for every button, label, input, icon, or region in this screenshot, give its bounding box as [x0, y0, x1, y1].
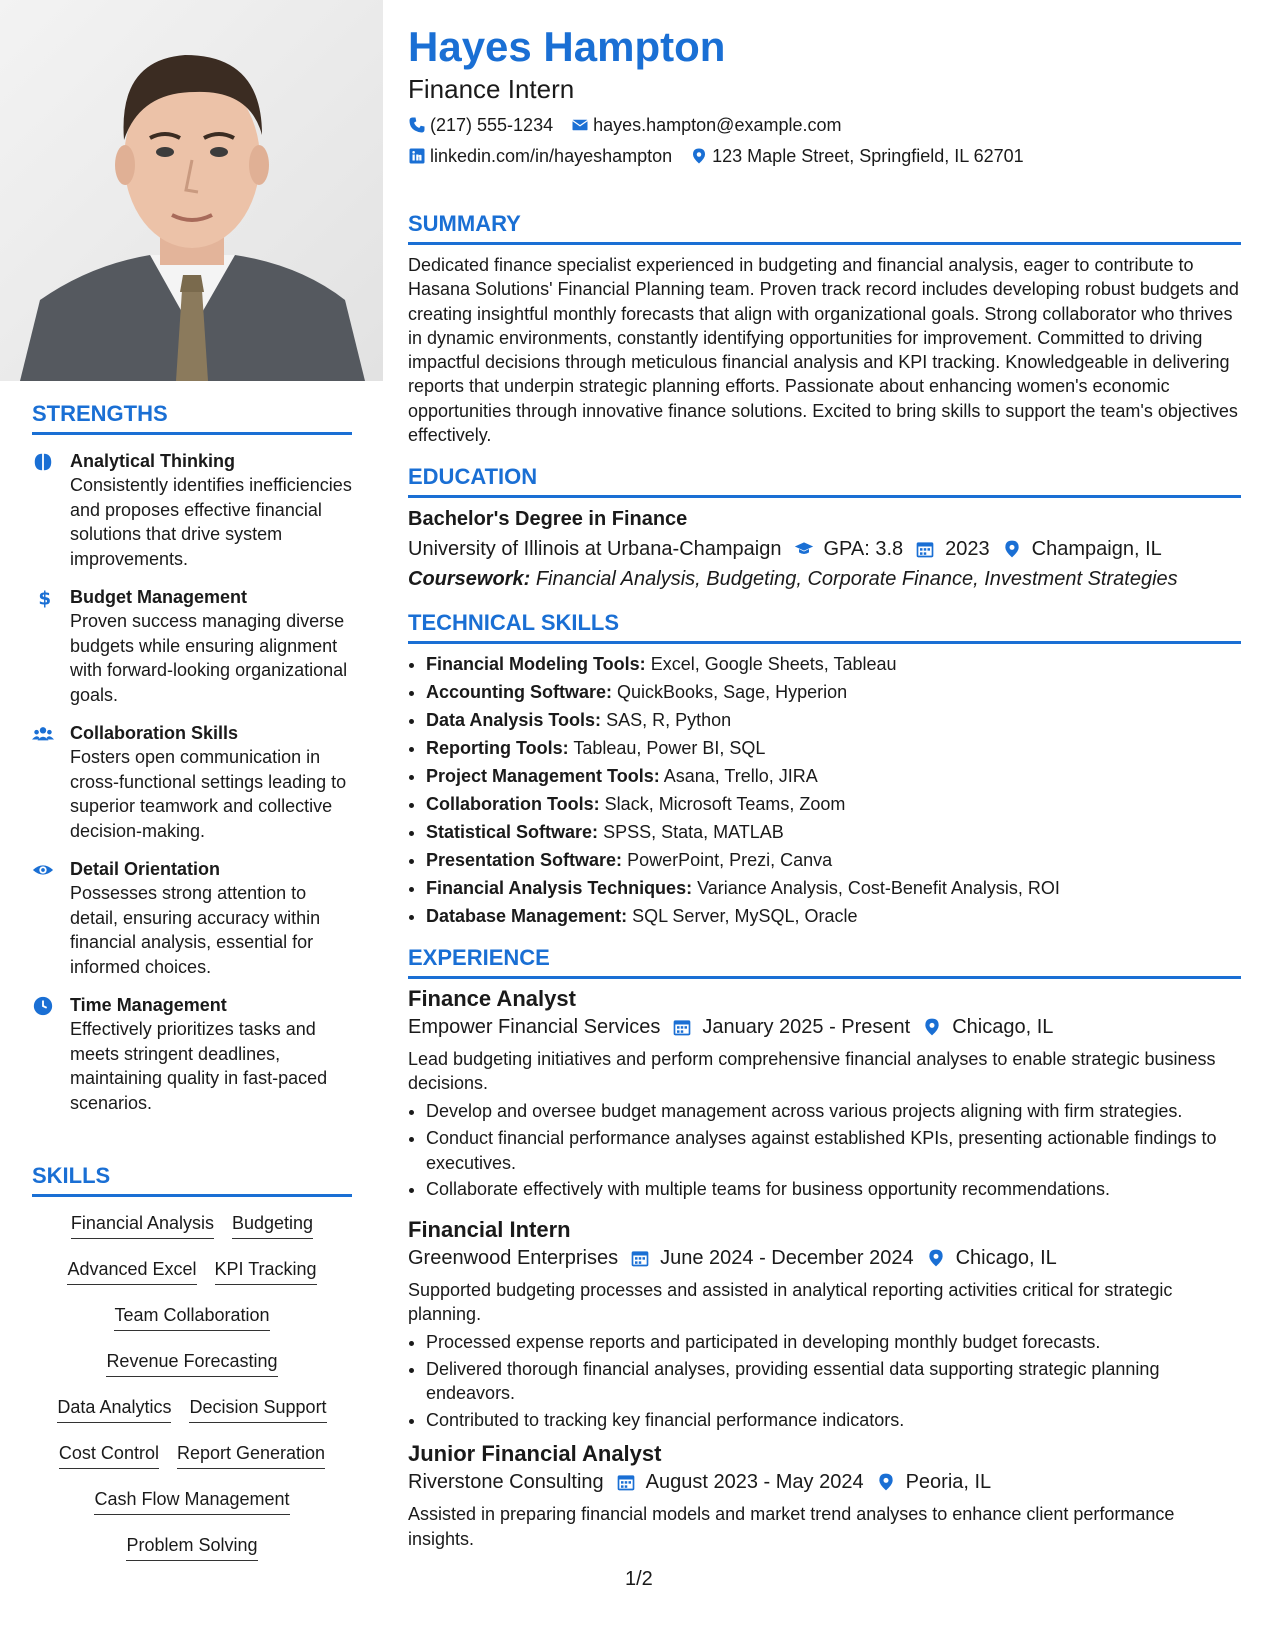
job-meta	[408, 1244, 1241, 1272]
location-pin-icon	[690, 147, 708, 165]
dollar-icon	[32, 585, 70, 707]
strength-title: Time Management	[70, 995, 227, 1015]
job-title: Financial Intern	[408, 1216, 571, 1242]
job-entry	[408, 1440, 1241, 1551]
job-summary: Supported budgeting processes and assisted in analytical reporting activities critical for strategic planning.	[408, 1279, 1173, 1324]
profile-photo	[0, 0, 383, 381]
main-content	[408, 0, 1241, 1551]
job-location: Chicago, IL	[955, 1246, 1057, 1269]
gpa: GPA: 3.8	[823, 538, 904, 561]
strength-item	[32, 857, 352, 979]
calendar-icon	[672, 1017, 692, 1037]
contact-row	[408, 144, 1241, 168]
experience-section	[408, 944, 1241, 1551]
job-entry	[408, 1216, 1241, 1433]
candidate-name: Hayes Hampton	[408, 23, 726, 70]
strength-desc: Fosters open communication in cross-functional settings leading to superior teamwork and collective decision-making.	[70, 747, 347, 841]
job-title: Finance Analyst	[408, 985, 576, 1011]
strengths-heading: STRENGTHS	[32, 400, 352, 435]
skill-chip: Decision Support	[189, 1395, 326, 1423]
degree: Bachelor's Degree in Finance	[408, 508, 688, 531]
school-location: Champaign, IL	[1031, 538, 1162, 561]
technical-skills-list	[408, 652, 1241, 930]
strength-item	[32, 993, 352, 1115]
skill-chip: Budgeting	[232, 1211, 313, 1239]
strength-item	[32, 721, 352, 843]
company-name: Greenwood Enterprises	[408, 1246, 619, 1269]
list-item: • Conduct financial performance analyses against established KPIs, presenting actionable findings to executives.	[426, 1126, 1241, 1175]
phone-icon	[408, 116, 426, 134]
skills-section	[32, 1162, 352, 1579]
phone-contact	[408, 113, 553, 137]
list-item: • Contributed to tracking key financial performance indicators.	[426, 1408, 1241, 1432]
job-entry	[408, 985, 1241, 1202]
job-dates: August 2023 - May 2024	[645, 1471, 864, 1494]
email-contact[interactable]	[571, 113, 841, 137]
calendar-icon	[630, 1248, 650, 1268]
job-meta	[408, 1468, 1241, 1496]
list-item: • Collaboration Tools: Slack, Microsoft Teams, Zoom	[426, 792, 1241, 818]
linkedin-contact[interactable]	[408, 144, 672, 168]
summary-text: Dedicated finance specialist experienced in budgeting and financial analysis, eager to contribute to Hasana Solutions' Financial Planning team. Proven track record includes developing robust budgets and creating insightful monthly forecasts that align with organizational goals. Strong collaborator who thrives in dynamic environments, constantly identifying opportunities for improvement. Committed to driving impactful decisions through meticulous financial analysis and KPI tracking. Knowledgeable in delivering reports that underpin strategic planning efforts. Passionate about enhancing women's economic opportunities through innovative finance solutions. Excited to bring skills to support the team's objectives effectively.	[408, 255, 1239, 446]
strength-item	[32, 449, 352, 571]
strength-item	[32, 585, 352, 707]
strength-title: Budget Management	[70, 587, 248, 607]
email-text[interactable]: hayes.hampton@example.com	[593, 115, 842, 135]
list-item: • Data Analysis Tools: SAS, R, Python	[426, 708, 1241, 734]
technical-skills-heading: TECHNICAL SKILLS	[408, 609, 1241, 644]
job-title: Junior Financial Analyst	[408, 1441, 662, 1467]
list-item: • Collaborate effectively with multiple teams for business opportunity recommendations.	[426, 1177, 1241, 1201]
address-contact	[690, 144, 1024, 168]
address-text: 123 Maple Street, Springfield, IL 62701	[712, 146, 1024, 166]
location-pin-icon	[926, 1248, 946, 1268]
list-item: • Financial Analysis Techniques: Variance Analysis, Cost-Benefit Analysis, ROI	[426, 876, 1241, 902]
education-details	[408, 535, 1241, 563]
graduation-cap-icon	[794, 539, 814, 559]
sidebar	[0, 0, 383, 1650]
list-item: • Delivered thorough financial analyses, providing essential data supporting strategic planning endeavors.	[426, 1357, 1241, 1406]
location-pin-icon	[922, 1017, 942, 1037]
job-dates: June 2024 - December 2024	[660, 1246, 914, 1269]
skill-chip: Advanced Excel	[67, 1257, 196, 1285]
list-item: • Presentation Software: PowerPoint, Prezi, Canva	[426, 848, 1241, 874]
list-item: • Project Management Tools: Asana, Trello, JIRA	[426, 764, 1241, 790]
location-pin-icon	[1002, 539, 1022, 559]
skills-heading: SKILLS	[32, 1162, 352, 1197]
list-item: • Database Management: SQL Server, MySQL, Oracle	[426, 904, 1241, 930]
strength-desc: Proven success managing diverse budgets while ensuring alignment with forward-looking organizational goals.	[70, 611, 348, 705]
skills-list	[32, 1211, 352, 1579]
list-item: • Financial Modeling Tools: Excel, Google Sheets, Tableau	[426, 652, 1241, 678]
job-bullets	[408, 1330, 1241, 1432]
strength-title: Detail Orientation	[70, 859, 221, 879]
candidate-title: Finance Intern	[408, 74, 575, 104]
strength-desc: Possesses strong attention to detail, ensuring accuracy within financial analysis, essential for informed choices.	[70, 883, 321, 977]
skill-chip: Revenue Forecasting	[106, 1349, 277, 1377]
list-item: • Accounting Software: QuickBooks, Sage, Hyperion	[426, 680, 1241, 706]
job-bullets	[408, 1099, 1241, 1201]
skill-chip: Team Collaboration	[114, 1303, 269, 1331]
technical-skills-section	[408, 609, 1241, 930]
skill-chip: Report Generation	[177, 1441, 325, 1469]
graduation-year: 2023	[945, 538, 990, 561]
experience-heading: EXPERIENCE	[408, 944, 1241, 979]
strength-desc: Consistently identifies inefficiencies and proposes effective financial solutions that drive system improvements.	[70, 475, 352, 569]
brain-icon	[32, 449, 70, 571]
job-meta	[408, 1013, 1241, 1041]
summary-heading: SUMMARY	[408, 210, 1241, 245]
coursework	[408, 565, 1241, 593]
job-location: Peoria, IL	[905, 1471, 992, 1494]
location-pin-icon	[876, 1472, 896, 1492]
list-item: • Develop and oversee budget management across various projects aligning with firm strategies.	[426, 1099, 1241, 1123]
skill-chip: Cost Control	[59, 1441, 159, 1469]
skill-chip: Problem Solving	[126, 1533, 257, 1561]
strength-title: Analytical Thinking	[70, 451, 236, 471]
linkedin-icon	[408, 147, 426, 165]
skill-chip: Financial Analysis	[71, 1211, 214, 1239]
strength-title: Collaboration Skills	[70, 723, 239, 743]
svg-text:$: $	[38, 588, 52, 609]
job-summary: Lead budgeting initiatives and perform comprehensive financial analyses to enable strategic business decisions.	[408, 1048, 1216, 1094]
coursework-label: Coursework:	[408, 568, 531, 591]
education-heading: EDUCATION	[408, 463, 1241, 498]
strength-desc: Effectively prioritizes tasks and meets stringent deadlines, maintaining quality in fast-paced scenarios.	[70, 1019, 328, 1113]
list-item: • Reporting Tools: Tableau, Power BI, SQL	[426, 736, 1241, 762]
list-item: • Processed expense reports and participated in developing monthly budget forecasts.	[426, 1330, 1241, 1354]
summary-section	[408, 210, 1241, 447]
calendar-icon	[915, 539, 935, 559]
contact-row	[408, 113, 1241, 137]
company-name: Riverstone Consulting	[408, 1471, 604, 1494]
coursework-text: Financial Analysis, Budgeting, Corporate Finance, Investment Strategies	[535, 568, 1178, 591]
strengths-section	[32, 400, 352, 1115]
skill-chip: Data Analytics	[57, 1395, 171, 1423]
skill-chip: Cash Flow Management	[94, 1487, 289, 1515]
linkedin-text[interactable]: linkedin.com/in/hayeshampton	[430, 146, 673, 166]
envelope-icon	[571, 116, 589, 134]
education-section	[408, 463, 1241, 593]
job-dates: January 2025 - Present	[702, 1015, 911, 1038]
skill-chip: KPI Tracking	[215, 1257, 317, 1285]
school-name: University of Illinois at Urbana-Champaign	[408, 538, 782, 561]
users-icon	[32, 721, 70, 843]
company-name: Empower Financial Services	[408, 1015, 661, 1038]
job-location: Chicago, IL	[952, 1015, 1054, 1038]
eye-icon	[32, 857, 70, 979]
list-item: • Statistical Software: SPSS, Stata, MATLAB	[426, 820, 1241, 846]
clock-icon	[32, 993, 70, 1115]
phone-text: (217) 555-1234	[430, 115, 554, 135]
page-number: 1/2	[625, 1568, 653, 1590]
calendar-icon	[616, 1472, 636, 1492]
job-summary: Assisted in preparing financial models and market trend analyses to enhance client performance insights.	[408, 1504, 1175, 1549]
